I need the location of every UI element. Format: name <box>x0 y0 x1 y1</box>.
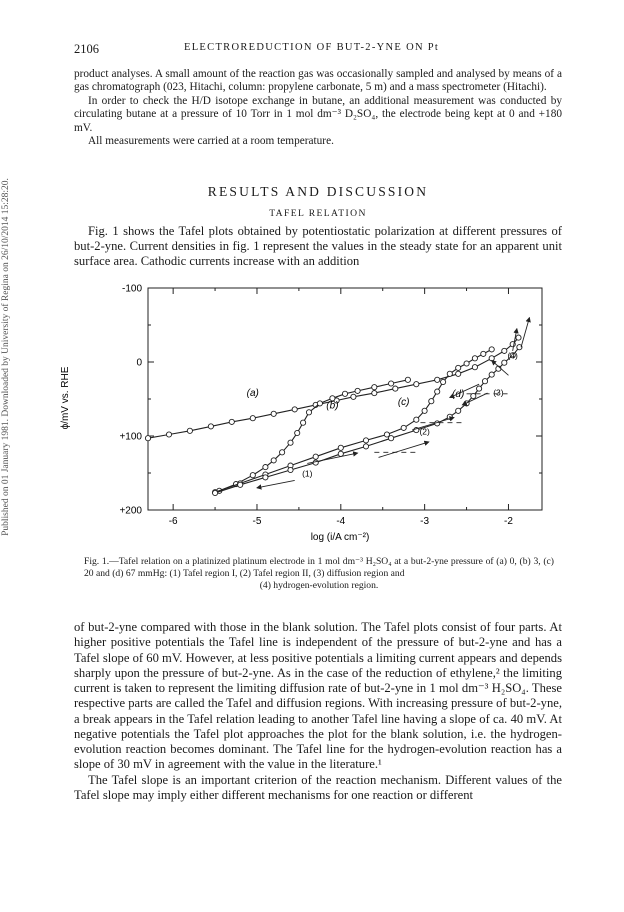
data-point <box>489 356 494 361</box>
data-point <box>502 360 507 365</box>
data-point <box>422 408 427 413</box>
x-tick-label: -4 <box>336 516 346 527</box>
data-point <box>464 361 469 366</box>
x-tick-label: -2 <box>504 516 513 527</box>
arrow <box>521 318 529 348</box>
data-point <box>313 460 318 465</box>
data-point <box>393 386 398 391</box>
data-point <box>306 410 311 415</box>
data-point <box>263 475 268 480</box>
data-point <box>351 394 356 399</box>
curve-label: (b) <box>326 400 339 412</box>
data-point <box>355 388 360 393</box>
paragraph: The Tafel slope is an important criterion of the reaction mechanism. Different values of the Tafel slope may imply either different mechanisms for one reaction or different <box>74 772 562 802</box>
data-point <box>456 371 461 376</box>
data-point <box>363 438 368 443</box>
data-point <box>271 458 276 463</box>
data-point <box>292 407 297 412</box>
data-point <box>295 430 300 435</box>
x-tick-label: -6 <box>168 516 178 527</box>
data-point <box>338 451 343 456</box>
curve-label: (d) <box>452 388 465 400</box>
data-point <box>187 428 192 433</box>
tafel-chart <box>40 278 580 546</box>
data-point <box>481 351 486 356</box>
data-point <box>389 436 394 441</box>
x-tick-label: -3 <box>420 516 430 527</box>
data-point <box>338 445 343 450</box>
region-label: (2) <box>419 426 430 437</box>
caption-line: (4) hydrogen-evolution region. <box>259 580 379 591</box>
data-point <box>472 365 477 370</box>
data-point <box>208 424 213 429</box>
data-point <box>372 385 377 390</box>
data-point <box>502 348 507 353</box>
curve-label: (a) <box>246 388 259 400</box>
running-title: ELECTROREDUCTION OF BUT-2-YNE ON Pt <box>184 42 440 53</box>
data-point <box>317 401 322 406</box>
y-tick-label: +200 <box>119 505 142 517</box>
arrow <box>379 442 429 458</box>
region-label: (3) <box>493 387 504 398</box>
caption-line: Fig. 1.—Tafel relation on a platinized platinum electrode in 1 mol dm⁻³ H₂SO₄ at a but-2-yne pressure of (a) 0, (b) 3, (c) 20 and (d) 67 mmHg: (1) Tafel region I, (2) Tafel region II, (3) diffusion region and <box>84 556 554 579</box>
figure-caption <box>84 556 554 592</box>
data-point <box>414 417 419 422</box>
curve-label: (c) <box>397 396 410 408</box>
top-text <box>74 68 562 148</box>
data-point <box>372 391 377 396</box>
data-point <box>145 436 150 441</box>
y-tick-label: +100 <box>119 431 142 443</box>
body-text <box>74 620 562 803</box>
paragraph: product analyses. A small amount of the reaction gas was occasionally sampled and analysed by means of a gas chromatograph (023, Hitachi, column: propylene carbonate, 5 m) and a mass spectrometer (Hitachi). <box>74 68 562 94</box>
data-point <box>435 389 440 394</box>
data-point <box>472 356 477 361</box>
page-header <box>74 42 562 58</box>
data-point <box>435 377 440 382</box>
data-point <box>271 411 276 416</box>
data-point <box>489 372 494 377</box>
lead-paragraph <box>74 224 562 270</box>
data-point <box>482 379 487 384</box>
data-point <box>401 425 406 430</box>
data-point <box>414 382 419 387</box>
data-point <box>313 454 318 459</box>
download-stamp: Published on 01 January 1981. Downloaded by University of Regina on 26/10/2014 15:28:20. <box>1 178 11 536</box>
data-point <box>263 465 268 470</box>
paragraph: All measurements were carried at a room temperature. <box>88 135 334 148</box>
data-point <box>441 379 446 384</box>
data-point <box>288 467 293 472</box>
paragraph: of but-2-yne compared with those in the blank solution. The Tafel plots consist of four parts. At higher positive potentials the Tafel line is independent of the pressure of but-2-yne and has a Tafel slope of 60 mV. However, at less positive potentials a limiting current appears and depends sharply upon the pressure of but-2-yne. As in the case of the reduction of ethylene,² the limiting current is taken to represent the limiting diffusion rate of but-2-yne in 1 mol dm⁻³ H₂SO₄. These respective parts are called the Tafel and diffusion regions. With increasing pressure of but-2-yne, a break appears in the Tafel relation leading to another Tafel line having a slope of ca. 40 mV. At negative potentials the Tafel plot approaches the plot for the blank solution, i.e. the hydrogen-evolution reaction becomes dominant. The Tafel line for the hydrogen-evolution reaction has a slope of 30 mV in agreement with the value in the literature.¹ <box>74 620 562 772</box>
region-label: (4) <box>507 350 518 361</box>
data-point <box>342 391 347 396</box>
data-point <box>429 399 434 404</box>
data-point <box>516 335 521 340</box>
data-point <box>250 416 255 421</box>
data-point <box>166 432 171 437</box>
data-point <box>363 444 368 449</box>
arrow <box>257 480 295 487</box>
data-point <box>456 365 461 370</box>
data-point <box>477 386 482 391</box>
data-point <box>405 377 410 382</box>
paragraph: Fig. 1 shows the Tafel plots obtained by potentiostatic polarization at different pressures of but-2-yne. Current densities in fig. 1 represent the values in the steady state for an apparent unit surface area. Cathodic currents increase with an addition <box>74 224 562 269</box>
data-point <box>389 381 394 386</box>
data-point <box>250 473 255 478</box>
y-tick-label: 0 <box>136 357 142 369</box>
data-point <box>213 490 218 495</box>
data-point <box>456 408 461 413</box>
data-point <box>238 482 243 487</box>
data-point <box>489 347 494 352</box>
data-point <box>288 440 293 445</box>
subsection-title: TAFEL RELATION <box>269 208 367 219</box>
paragraph: In order to check the H/D isotope exchange in butane, an additional measurement was conducted by circulating butane at a pressure of 10 Torr in 1 mol dm⁻³ D₂SO₄, the electrode being kept at 0 and +180 mV. <box>74 94 562 134</box>
region-label: (1) <box>302 468 313 479</box>
x-tick-label: -5 <box>252 516 262 527</box>
data-point <box>280 450 285 455</box>
page-number: 2106 <box>74 42 99 56</box>
data-point <box>229 419 234 424</box>
y-tick-label: -100 <box>121 283 142 295</box>
data-point <box>301 420 306 425</box>
data-point <box>447 371 452 376</box>
x-axis-label: log (i/A cm⁻²) <box>310 532 370 543</box>
section-title: RESULTS AND DISCUSSION <box>207 184 429 199</box>
y-axis-label: ϕ/mV vs. RHE <box>60 366 71 430</box>
